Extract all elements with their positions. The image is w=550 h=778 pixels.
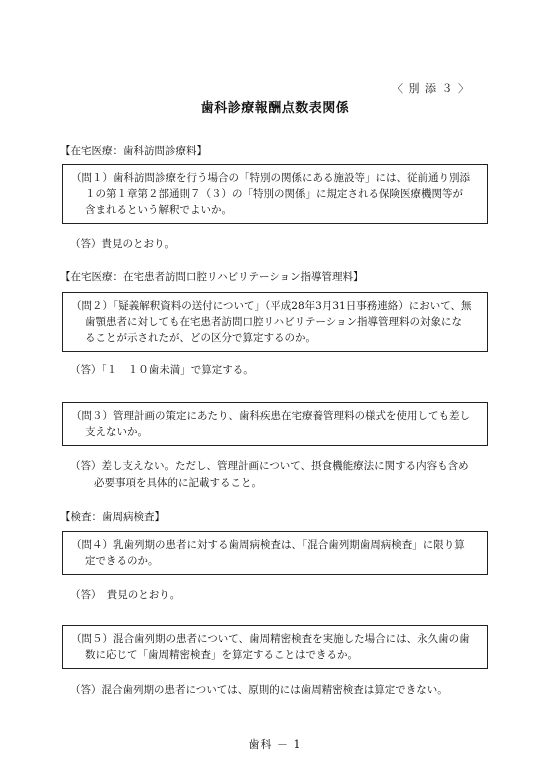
answer-3-line-1: （答）差し支えない。ただし、管理計画について、摂食機能療法に関する内容も含め xyxy=(70,460,469,472)
question-4-line-1: （問４）乳歯列期の患者に対する歯周病検査は、「混合歯列期歯周病検査」に限り算 xyxy=(71,539,465,551)
question-box-3 xyxy=(62,402,488,446)
page-title: 歯科診療報酬点数表関係 xyxy=(200,101,350,116)
question-box-1 xyxy=(62,164,488,224)
question-5-line-1: （問５）混合歯列期の患者について、歯周精密検査を実施した場合には、永久歯の歯 xyxy=(71,633,470,645)
answer-3 xyxy=(70,458,469,492)
question-1-line-1: （問１）歯科訪問診療を行う場合の「特別の関係にある施設等」には、従前通り別添 xyxy=(71,172,470,184)
question-4-line-2: 定できるのか。 xyxy=(85,555,159,567)
answer-4: （答） 貴見のとおり。 xyxy=(70,589,181,601)
question-2-line-1: （問２）「疑義解釈資料の送付について」（平成28年3月31日事務連絡）において、無 xyxy=(71,300,472,312)
question-1-line-3: 含まれるという解釈でよいか。 xyxy=(85,204,232,216)
page-footer: 歯科 － 1 xyxy=(248,738,302,751)
section-heading-home-visit: 【在宅医療：歯科訪問診療料】 xyxy=(60,145,207,157)
answer-3-line-2: 必要事項を具体的に記載すること。 xyxy=(94,477,262,489)
question-2-line-2: 歯顎患者に対しても在宅患者訪問口腔リハビリテーション指導管理料の対象にな xyxy=(85,316,463,328)
question-3-line-1: （問３）管理計画の策定にあたり、歯科疾患在宅療養管理料の様式を使用しても差し xyxy=(71,410,470,422)
answer-2: （答）「１ １０歯未満」で算定する。 xyxy=(70,364,254,376)
section-heading-perio-exam: 【検査：歯周病検査】 xyxy=(60,511,165,523)
question-5-line-2: 数に応じて「歯周精密検査」を算定することはできるか。 xyxy=(85,649,358,661)
question-3-line-2: 支えないか。 xyxy=(85,426,148,438)
annex-label: 〈 別 添 ３ 〉 xyxy=(392,82,470,95)
question-box-4 xyxy=(62,531,488,575)
answer-1: （答）貴見のとおり。 xyxy=(70,238,175,250)
answer-5: （答）混合歯列期の患者については、原則的には歯周精密検査は算定できない。 xyxy=(70,684,448,696)
question-1-line-2: １の第１章第２部通則７（３）の「特別の関係」に規定される保険医療機関等が xyxy=(85,188,463,200)
question-box-5 xyxy=(62,625,488,669)
question-box-2 xyxy=(62,292,488,352)
section-heading-oral-rehab: 【在宅医療：在宅患者訪問口腔リハビリテーション指導管理料】 xyxy=(60,271,364,283)
question-2-line-3: ることが示されたが、どの区分で算定するのか。 xyxy=(85,332,316,344)
